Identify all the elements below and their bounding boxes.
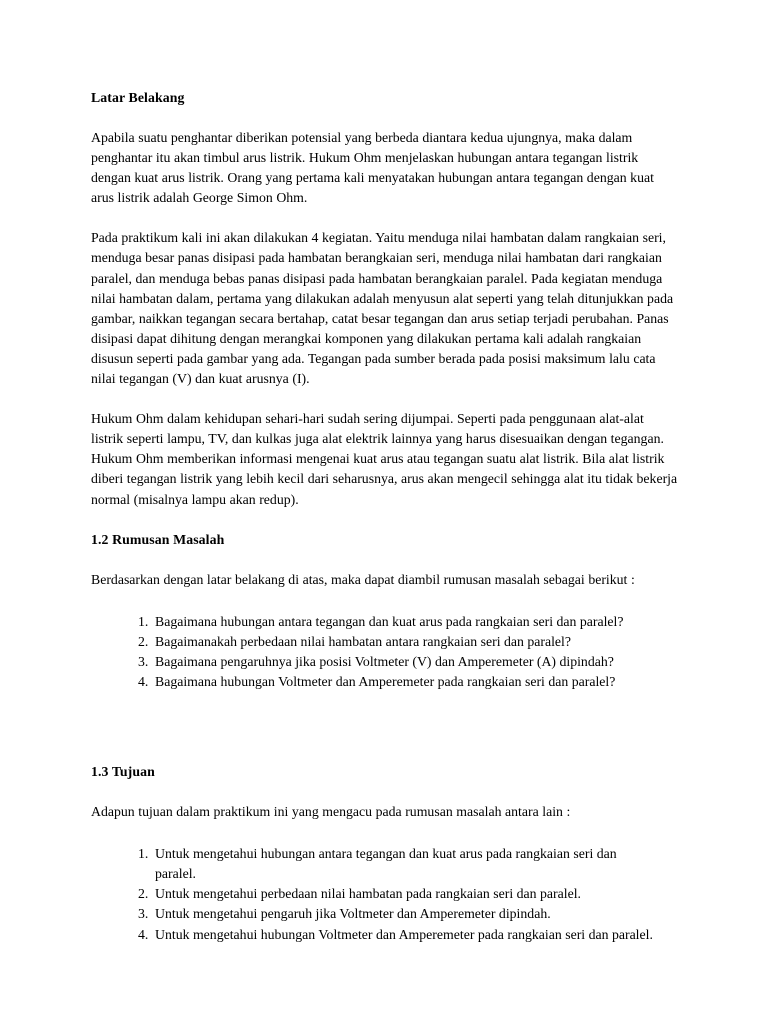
list-item — [91, 925, 679, 945]
list-item — [91, 672, 679, 692]
spacer — [91, 692, 679, 762]
list-rumusan-masalah — [91, 612, 679, 692]
spacer — [91, 782, 679, 802]
list-item — [91, 884, 679, 904]
intro-tujuan: Adapun tujuan dalam praktikum ini yang mengacu pada rumusan masalah antara lain : — [91, 804, 571, 820]
list-marker: 2. — [138, 886, 149, 902]
list-marker: 3. — [138, 653, 149, 669]
spacer — [91, 822, 679, 844]
list-item — [91, 652, 679, 672]
list-item-text: Bagaimana hubungan Voltmeter dan Amperemeter pada rangkaian seri dan paralel? — [155, 673, 616, 689]
paragraph-latar-belakang-2: Pada praktikum kali ini akan dilakukan 4 kegiatan. Yaitu menduga nilai hambatan dalam rangkaian seri, menduga besar panas disipasi pada hambatan berangkaian seri, menduga nilai hambatan dari rangkaian paralel, dan menduga bebas panas disipasi pada hambatan berangkaian paralel. Pada kegiatan menduga nilai hambatan dalam, pertama yang dilakukan adalah menyusun alat seperti yang telah ditunjukkan pada gambar, naikkan tegangan secara bertahap, catat besar tegangan dan arus setiap terjadi perubahan. Panas disipasi dapat dihitung dengan merangkai komponen yang dilakukan pertama kali adalah rangkaian disusun seperti pada gambar yang ada. Tegangan pada sumber berada pada posisi maksimum lalu cata nilai tegangan (V) dan kuat arusnya (I). — [91, 230, 674, 387]
spacer — [91, 550, 679, 570]
list-item-text: Untuk mengetahui hubungan Voltmeter dan Amperemeter pada rangkaian seri dan paralel. — [155, 926, 653, 942]
list-marker: 1. — [138, 613, 149, 629]
list-item-text: Bagaimana hubungan antara tegangan dan kuat arus pada rangkaian seri dan paralel? — [155, 613, 624, 629]
paragraph-latar-belakang-3: Hukum Ohm dalam kehidupan sehari-hari sudah sering dijumpai. Seperti pada penggunaan alat-alat listrik seperti lampu, TV, dan kulkas juga alat elektrik lainnya yang harus disesuaikan dengan tegangan. Hukum Ohm memberikan informasi mengenai kuat arus atau tegangan suatu alat listrik. Bila alat listrik diberi tegangan listrik yang lebih kecil dari seharusnya, arus akan mengecil sehingga alat itu tidak bekerja normal (misalnya lampu akan redup). — [91, 411, 678, 507]
spacer — [91, 389, 679, 409]
list-marker: 1. — [138, 846, 149, 862]
list-marker: 4. — [138, 926, 149, 942]
list-item-text: Bagaimanakah perbedaan nilai hambatan antara rangkaian seri dan paralel? — [155, 633, 571, 649]
list-item-text: Bagaimana pengaruhnya jika posisi Voltmeter (V) dan Amperemeter (A) dipindah? — [155, 653, 614, 669]
list-tujuan — [91, 844, 679, 944]
list-item-text: Untuk mengetahui pengaruh jika Voltmeter dan Amperemeter dipindah. — [155, 906, 551, 922]
list-item — [91, 612, 679, 632]
document-body — [91, 88, 679, 945]
heading-tujuan: 1.3 Tujuan — [91, 764, 155, 780]
spacer — [91, 108, 679, 128]
list-item-text: Untuk mengetahui hubungan antara tegangan dan kuat arus pada rangkaian seri dan paralel. — [155, 846, 617, 882]
spacer — [91, 590, 679, 612]
heading-latar-belakang: Latar Belakang — [91, 90, 185, 105]
list-item — [91, 844, 679, 884]
list-marker: 4. — [138, 673, 149, 689]
paragraph-latar-belakang-1: Apabila suatu penghantar diberikan potensial yang berbeda diantara kedua ujungnya, maka dalam penghantar itu akan timbul arus listrik. Hukum Ohm menjelaskan hubungan antara tegangan listrik dengan kuat arus listrik. Orang yang pertama kali menyatakan hubungan antara tegangan dengan kuat arus listrik adalah George Simon Ohm. — [91, 130, 654, 206]
list-marker: 3. — [138, 906, 149, 922]
list-item — [91, 904, 679, 924]
spacer — [91, 510, 679, 530]
intro-rumusan-masalah: Berdasarkan dengan latar belakang di atas, maka dapat diambil rumusan masalah sebagai berikut : — [91, 571, 635, 587]
list-marker: 2. — [138, 633, 149, 649]
heading-rumusan-masalah: 1.2 Rumusan Masalah — [91, 531, 225, 547]
list-item-text: Untuk mengetahui perbedaan nilai hambatan pada rangkaian seri dan paralel. — [155, 886, 581, 902]
spacer — [91, 208, 679, 228]
list-item — [91, 632, 679, 652]
